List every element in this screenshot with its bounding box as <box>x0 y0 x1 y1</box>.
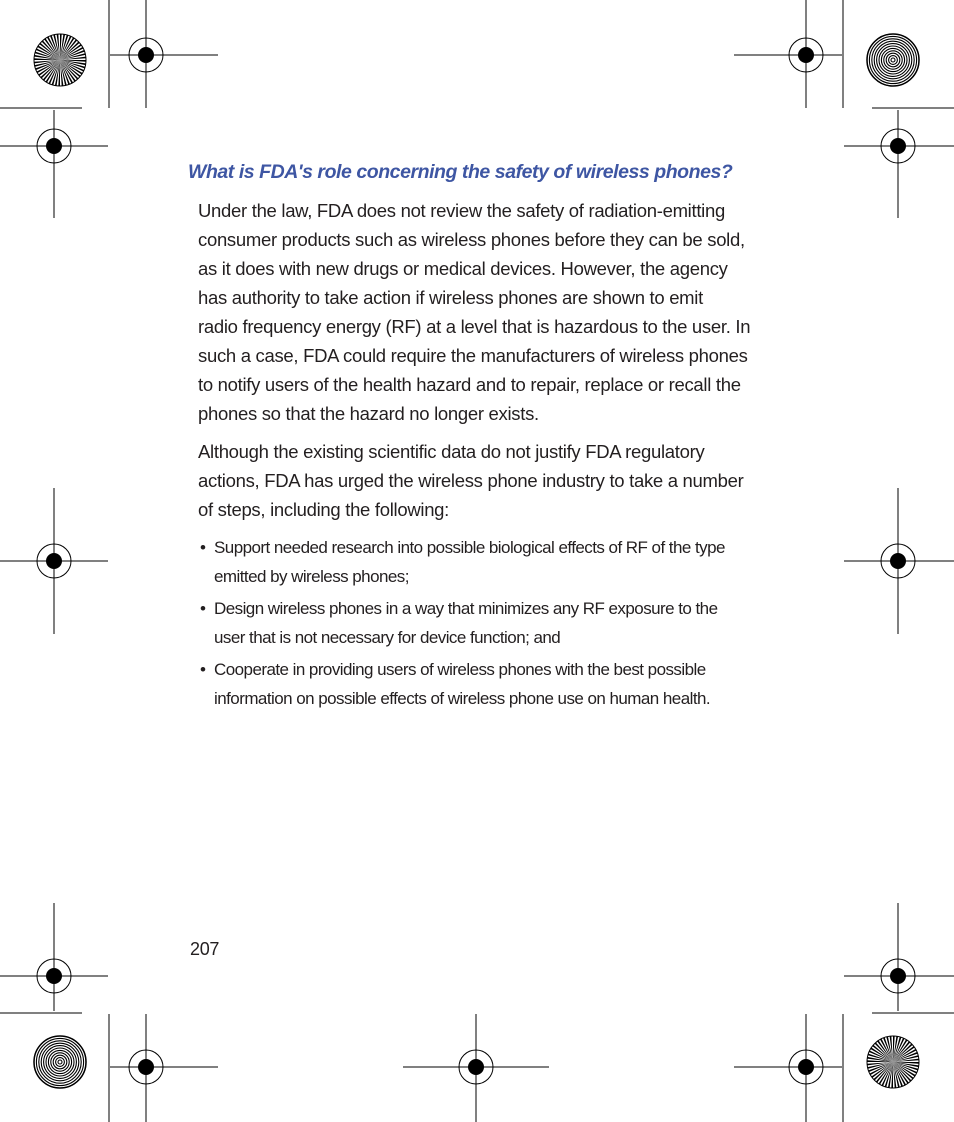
text-line: to notify users of the health hazard and to repair, replace or recall the <box>198 374 741 395</box>
list-item <box>198 655 798 713</box>
list-item <box>198 594 798 652</box>
registration-target-icon <box>872 950 924 1002</box>
registration-target-icon <box>28 120 80 172</box>
bullet-icon: • <box>200 538 206 557</box>
steps-list <box>198 533 798 713</box>
text-line: user that is not necessary for device function; and <box>214 628 561 647</box>
list-item <box>198 533 798 591</box>
text-line: emitted by wireless phones; <box>214 567 409 586</box>
registration-target-icon <box>780 29 832 81</box>
bullet-icon: • <box>200 660 206 679</box>
text-line: as it does with new drugs or medical devices. However, the agency <box>198 258 728 279</box>
registration-target-icon <box>450 1041 502 1093</box>
page-number: 207 <box>190 939 220 959</box>
registration-target-icon <box>28 535 80 587</box>
text-line: consumer products such as wireless phones before they can be sold, <box>198 229 745 250</box>
text-line: Design wireless phones in a way that minimizes any RF exposure to the <box>214 599 718 618</box>
registration-target-icon <box>120 29 172 81</box>
text-line: actions, FDA has urged the wireless phone industry to take a number <box>198 470 744 491</box>
section-heading: What is FDA's role concerning the safety of wireless phones? <box>188 161 733 183</box>
registration-target-icon <box>120 1041 172 1093</box>
registration-target-icon <box>872 535 924 587</box>
text-line: has authority to take action if wireless phones are shown to emit <box>198 287 703 308</box>
bullet-icon: • <box>200 599 206 618</box>
text-line: radio frequency energy (RF) at a level that is hazardous to the user. In <box>198 316 751 337</box>
body-text <box>198 196 798 716</box>
text-line: phones so that the hazard no longer exists. <box>198 403 539 424</box>
registration-target-icon <box>780 1041 832 1093</box>
text-line: Under the law, FDA does not review the safety of radiation-emitting <box>198 200 725 221</box>
paragraph-fda-authority <box>198 196 798 428</box>
registration-target-icon <box>872 120 924 172</box>
text-line: Cooperate in providing users of wireless phones with the best possible <box>214 660 706 679</box>
text-line: Although the existing scientific data do not justify FDA regulatory <box>198 441 705 462</box>
starburst-icon <box>34 34 86 86</box>
text-line: information on possible effects of wireless phone use on human health. <box>214 689 711 708</box>
concentric-target-icon <box>867 34 919 86</box>
text-line: Support needed research into possible biological effects of RF of the type <box>214 538 725 557</box>
registration-target-icon <box>28 950 80 1002</box>
paragraph-industry-steps <box>198 437 798 524</box>
text-line: such a case, FDA could require the manufacturers of wireless phones <box>198 345 748 366</box>
text-line: of steps, including the following: <box>198 499 450 520</box>
starburst-icon <box>867 1036 919 1088</box>
concentric-target-icon <box>34 1036 86 1088</box>
